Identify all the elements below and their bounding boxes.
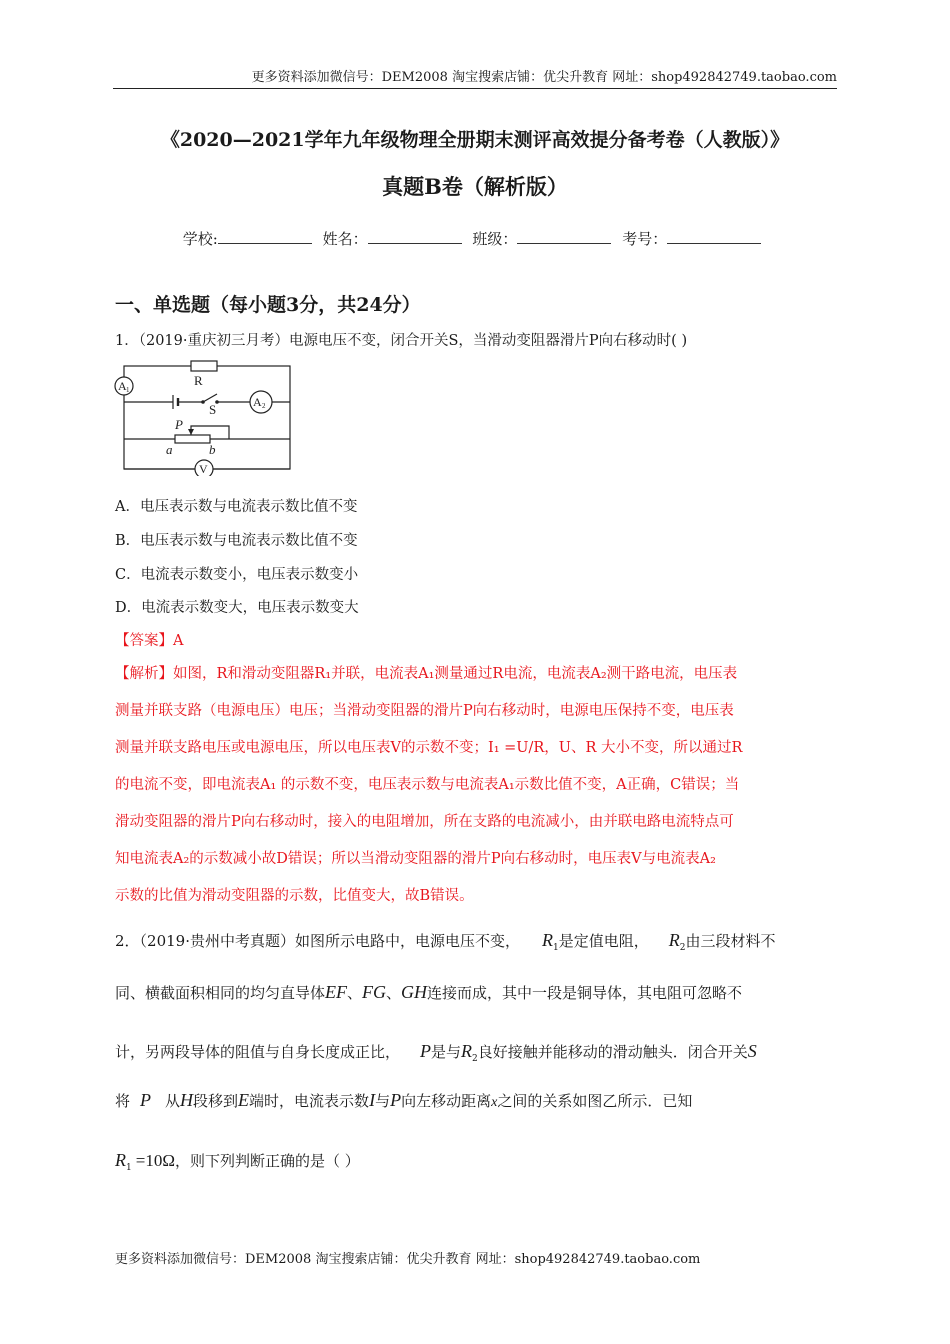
circuit-diagram bbox=[113, 358, 295, 476]
option-c[interactable]: C．电流表示数变小，电压表示数变小 bbox=[115, 567, 359, 583]
document-subtitle: 真题B卷（解析版） bbox=[382, 174, 568, 199]
question-2-line-5: $R_1 =10\Omega$，则下列判断正确的是（ ） bbox=[115, 1150, 360, 1173]
class-field[interactable] bbox=[517, 229, 611, 244]
analysis-line-2: 测量并联支路（电源电压）电压；当滑动变阻器的滑片P向右移动时，电源电压保持不变，电压表 bbox=[115, 703, 734, 719]
question-2-line-4: 将 P 从H段移到E端时，电流表示数I与P向左移动距离x之间的关系如图乙所示．已知 bbox=[115, 1090, 693, 1110]
analysis-line-5: 滑动变阻器的滑片P向右移动时，接入的电阻增加，所在支路的电流减小，由并联电路电流特点可 bbox=[115, 814, 734, 830]
class-label: 班级： bbox=[472, 230, 518, 248]
label-a: a bbox=[166, 442, 173, 457]
label-r: R bbox=[194, 373, 203, 388]
option-d[interactable]: D．电流表示数变大，电压表示数变大 bbox=[115, 600, 359, 616]
exam-number-field[interactable] bbox=[667, 229, 761, 244]
name-field[interactable] bbox=[368, 229, 462, 244]
header-divider bbox=[113, 88, 837, 89]
answer: 【答案】A bbox=[115, 633, 184, 649]
analysis-line-6: 知电流表A₂的示数减小故D错误；所以当滑动变阻器的滑片P向右移动时，电压表V与电流表A₂ bbox=[115, 851, 716, 867]
label-v: V bbox=[199, 462, 208, 476]
document-title: 《2020—2021学年九年级物理全册期末测评高效提分备考卷（人教版）》 bbox=[160, 129, 790, 151]
exam-number-label: 考号： bbox=[622, 230, 668, 248]
section-heading: 一、单选题（每小题3分，共24分） bbox=[115, 294, 421, 316]
label-a2: A bbox=[253, 395, 262, 409]
label-a2-sub: 2 bbox=[262, 402, 266, 410]
label-a1: A bbox=[118, 379, 127, 393]
analysis-line-1: 【解析】如图，R和滑动变阻器R₁并联，电流表A₁测量通过R电流，电流表A₂测干路电流，电压表 bbox=[115, 666, 738, 682]
question-2-line-2: 同、横截面积相同的均匀直导体EF、FG、GH连接而成，其中一段是铜导体，其电阻可忽略不 bbox=[115, 982, 743, 1002]
question-2-line-1: 2．（2019·贵州中考真题）如图所示电路中，电源电压不变， $R_1$是定值电阻， $R_2$由三段材料不 bbox=[115, 930, 776, 953]
question-1-stem: 1．（2019·重庆初三月考）电源电压不变，闭合开关S，当滑动变阻器滑片P向右移动时( ) bbox=[115, 333, 688, 349]
label-p: P bbox=[175, 417, 183, 432]
label-b: b bbox=[209, 442, 216, 457]
option-a[interactable]: A．电压表示数与电流表示数比值不变 bbox=[115, 499, 358, 515]
page-header: 更多资料添加微信号：DEM2008 淘宝搜索店铺：优尖升教育 网址：shop492842749.taobao.com bbox=[251, 70, 837, 85]
analysis-line-4: 的电流不变，即电流表A₁ 的示数不变，电压表示数与电流表A₁示数比值不变，A正确，C错误；当 bbox=[115, 777, 740, 793]
analysis-line-7: 示数的比值为滑动变阻器的示数，比值变大，故B错误。 bbox=[115, 888, 474, 904]
school-label: 学校: bbox=[182, 230, 218, 248]
label-a1-sub: 1 bbox=[126, 386, 130, 394]
page-footer: 更多资料添加微信号：DEM2008 淘宝搜索店铺：优尖升教育 网址：shop492842749.taobao.com bbox=[115, 1252, 701, 1267]
question-2-line-3: 计，另两段导体的阻值与自身长度成正比， P是与$R_2$良好接触并能移动的滑动触头．闭合开关S bbox=[115, 1041, 757, 1064]
analysis-tag: 【解析】 bbox=[115, 666, 173, 682]
school-field[interactable] bbox=[218, 229, 312, 244]
name-label: 姓名： bbox=[322, 230, 368, 248]
label-s: S bbox=[209, 402, 217, 417]
analysis-line-3: 测量并联支路电压或电源电压，所以电压表V的示数不变；I₁ =U/R，U、R 大小不变，所以通过R bbox=[115, 740, 743, 756]
student-info-row bbox=[113, 228, 837, 249]
option-b[interactable]: B．电压表示数与电流表示数比值不变 bbox=[115, 533, 358, 549]
